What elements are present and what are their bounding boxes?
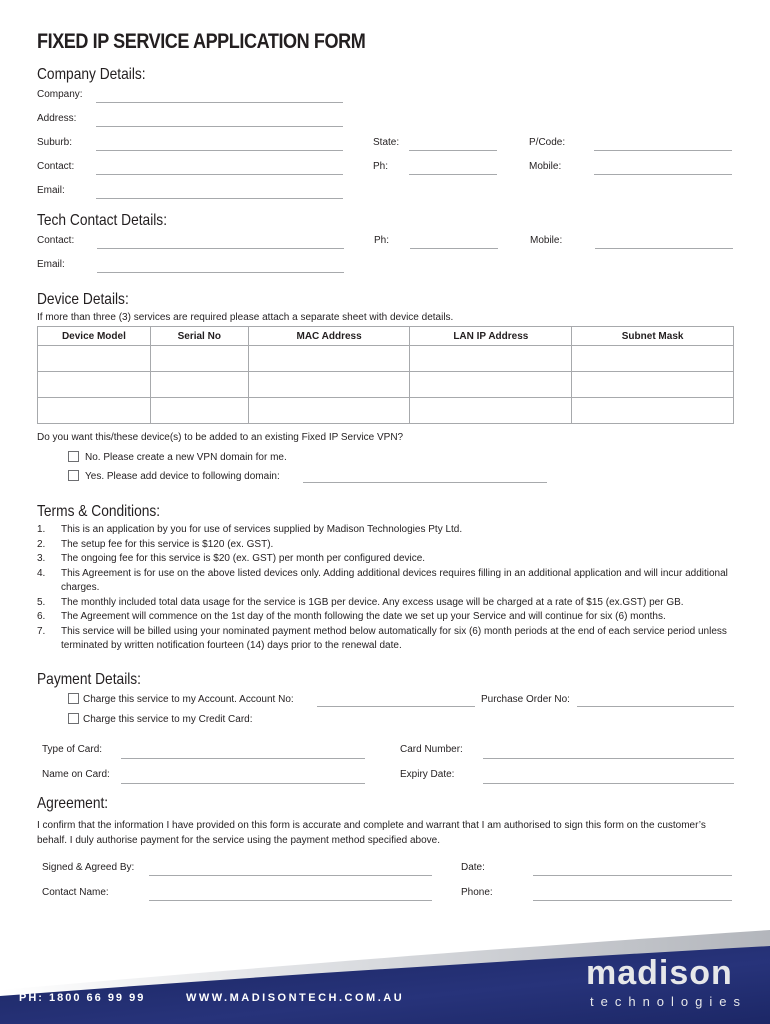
column-header: MAC Address	[248, 327, 410, 346]
expiry-label: Expiry Date:	[400, 769, 455, 780]
table-cell[interactable]	[572, 372, 734, 398]
table-cell[interactable]	[38, 372, 151, 398]
vpn-question: Do you want this/these device(s) to be added to an existing Fixed IP Service VPN?	[37, 432, 404, 443]
list-item: 2. The setup fee for this service is $120 (ex. GST).	[37, 538, 274, 550]
email-label: Email:	[37, 185, 65, 196]
agreement-heading: Agreement:	[37, 795, 109, 812]
postcode-label: P/Code:	[529, 137, 566, 148]
device-table-header	[38, 327, 734, 346]
card-type-label: Type of Card:	[42, 744, 103, 755]
footer	[0, 930, 770, 1024]
column-header: Serial No	[150, 327, 248, 346]
tech-email-field[interactable]	[97, 258, 344, 273]
phone-field[interactable]	[409, 160, 497, 175]
vpn-yes-label: Yes. Please add device to following domain:	[85, 471, 280, 482]
device-table	[37, 326, 734, 424]
phone-label-agreement: Phone:	[461, 887, 493, 898]
device-details-heading: Device Details:	[37, 291, 129, 308]
list-item: 4. This Agreement is for use on the above listed devices only. Adding additional devices requires filling in an additional application and will incur additional charges.	[37, 567, 728, 593]
column-header: Subnet Mask	[572, 327, 734, 346]
list-item: 6. The Agreement will commence on the 1st day of the month following the date we set up your Service and will continue for six (6) months.	[37, 611, 666, 622]
agreement-text: I confirm that the information I have provided on this form is accurate and complete and warrant that I am authorised to sign this form on the customer’s behalf. I duly authorise payment for the service using the payment method specified above.	[37, 820, 706, 846]
company-label: Company:	[37, 89, 83, 100]
credit-card-label: Charge this service to my Credit Card:	[83, 714, 253, 725]
tech-contact-field[interactable]	[97, 234, 344, 249]
card-number-label: Card Number:	[400, 744, 463, 755]
account-checkbox[interactable]	[68, 693, 79, 704]
name-on-card-label: Name on Card:	[42, 769, 110, 780]
footer-website[interactable]: WWW.MADISONTECH.COM.AU	[186, 992, 405, 1004]
table-row	[38, 372, 734, 398]
contact-name-field[interactable]	[149, 886, 432, 901]
table-cell[interactable]	[248, 372, 410, 398]
card-type-field[interactable]	[121, 744, 365, 759]
footer-phone: PH: 1800 66 99 99	[19, 992, 146, 1004]
table-cell[interactable]	[150, 372, 248, 398]
table-cell[interactable]	[38, 346, 151, 372]
list-item: 3. The ongoing fee for this service is $20 (ex. GST) per month per configured device.	[37, 553, 426, 564]
date-field[interactable]	[533, 861, 732, 876]
column-header: Device Model	[38, 327, 151, 346]
table-row	[38, 346, 734, 372]
table-cell[interactable]	[410, 398, 572, 424]
table-cell[interactable]	[410, 372, 572, 398]
state-label: State:	[373, 137, 400, 148]
mobile-field[interactable]	[594, 160, 732, 175]
date-label: Date:	[461, 862, 485, 873]
suburb-field[interactable]	[96, 136, 343, 151]
signed-field[interactable]	[149, 861, 432, 876]
contact-name-label: Contact Name:	[42, 887, 109, 898]
mobile-label: Mobile:	[529, 161, 562, 172]
company-details-heading: Company Details:	[37, 66, 146, 83]
madison-logo: madison	[586, 954, 733, 992]
tech-phone-label: Ph:	[374, 235, 390, 246]
email-field[interactable]	[96, 184, 343, 199]
signed-label: Signed & Agreed By:	[42, 862, 135, 873]
tech-contact-heading: Tech Contact Details:	[37, 212, 168, 229]
account-number-field[interactable]	[317, 692, 475, 707]
address-field[interactable]	[96, 112, 343, 127]
contact-label: Contact:	[37, 161, 75, 172]
state-field[interactable]	[409, 136, 497, 151]
page-title: FIXED IP SERVICE APPLICATION FORM	[37, 30, 366, 53]
table-cell[interactable]	[150, 346, 248, 372]
list-item: 7. This service will be billed using your nominated payment method below automatically for six (6) month periods at the end of each service period unless terminated by written notification fourteen (14) days prior to the renewal date.	[37, 625, 727, 651]
postcode-field[interactable]	[594, 136, 732, 151]
address-label: Address:	[37, 113, 77, 124]
contact-field[interactable]	[96, 160, 343, 175]
table-cell[interactable]	[150, 398, 248, 424]
vpn-yes-checkbox[interactable]	[68, 470, 79, 481]
vpn-domain-field[interactable]	[303, 468, 547, 483]
company-field[interactable]	[96, 88, 343, 103]
logo-subtitle: technologies	[590, 994, 747, 1009]
purchase-order-field[interactable]	[577, 692, 734, 707]
terms-heading: Terms & Conditions:	[37, 503, 161, 520]
phone-label: Ph:	[373, 161, 389, 172]
device-note: If more than three (3) services are required please attach a separate sheet with device details.	[37, 312, 454, 323]
agreement-phone-field[interactable]	[533, 886, 732, 901]
column-header: LAN IP Address	[410, 327, 572, 346]
tech-mobile-label: Mobile:	[530, 235, 563, 246]
vpn-no-checkbox[interactable]	[68, 451, 79, 462]
terms-list	[37, 523, 737, 654]
tech-mobile-field[interactable]	[595, 234, 733, 249]
list-item: 1. This is an application by you for use of services supplied by Madison Technologies Pty Ltd.	[37, 524, 463, 535]
table-cell[interactable]	[248, 346, 410, 372]
tech-email-label: Email:	[37, 259, 65, 270]
list-item: 5. The monthly included total data usage for the service is 1GB per device. Any excess usage will be charged at a rate of $15 (ex.GST) per GB.	[37, 596, 684, 608]
payment-heading: Payment Details:	[37, 671, 142, 688]
table-cell[interactable]	[572, 346, 734, 372]
expiry-field[interactable]	[483, 769, 734, 784]
credit-card-checkbox[interactable]	[68, 713, 79, 724]
purchase-order-label: Purchase Order No:	[481, 694, 570, 705]
table-cell[interactable]	[248, 398, 410, 424]
suburb-label: Suburb:	[37, 137, 73, 148]
tech-phone-field[interactable]	[410, 234, 498, 249]
table-cell[interactable]	[38, 398, 151, 424]
name-on-card-field[interactable]	[121, 769, 365, 784]
tech-contact-label: Contact:	[37, 235, 75, 246]
table-row	[38, 398, 734, 424]
card-number-field[interactable]	[483, 744, 734, 759]
vpn-no-label: No. Please create a new VPN domain for me.	[85, 452, 287, 463]
account-label: Charge this service to my Account. Account No:	[83, 694, 294, 705]
table-cell[interactable]	[572, 398, 734, 424]
table-cell[interactable]	[410, 346, 572, 372]
